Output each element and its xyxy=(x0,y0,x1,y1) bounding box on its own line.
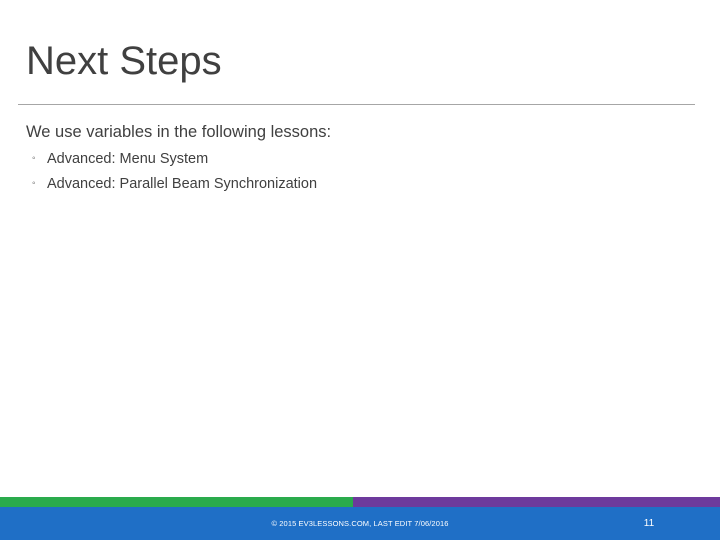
footer-stripe-green xyxy=(0,497,353,507)
list-item-label: Advanced: Menu System xyxy=(47,150,209,167)
copyright-text: © 2015 EV3LESSONS.COM, LAST EDIT 7/06/2016 xyxy=(271,519,449,528)
footer-bar xyxy=(0,507,720,540)
footer-stripe-purple xyxy=(353,497,720,507)
bullet-circle-icon: ◦ xyxy=(32,178,36,189)
page-number: 11 xyxy=(643,518,655,529)
intro-text: We use variables in the following lessons: xyxy=(26,123,332,141)
list-item xyxy=(26,146,686,171)
list-item-label: Advanced: Parallel Beam Synchronization xyxy=(47,175,318,192)
slide-body xyxy=(26,121,686,196)
title-divider xyxy=(18,104,695,105)
bullet-circle-icon: ◦ xyxy=(32,153,36,164)
lesson-list xyxy=(26,146,686,196)
list-item xyxy=(26,171,686,196)
slide-title: Next Steps xyxy=(26,39,222,83)
